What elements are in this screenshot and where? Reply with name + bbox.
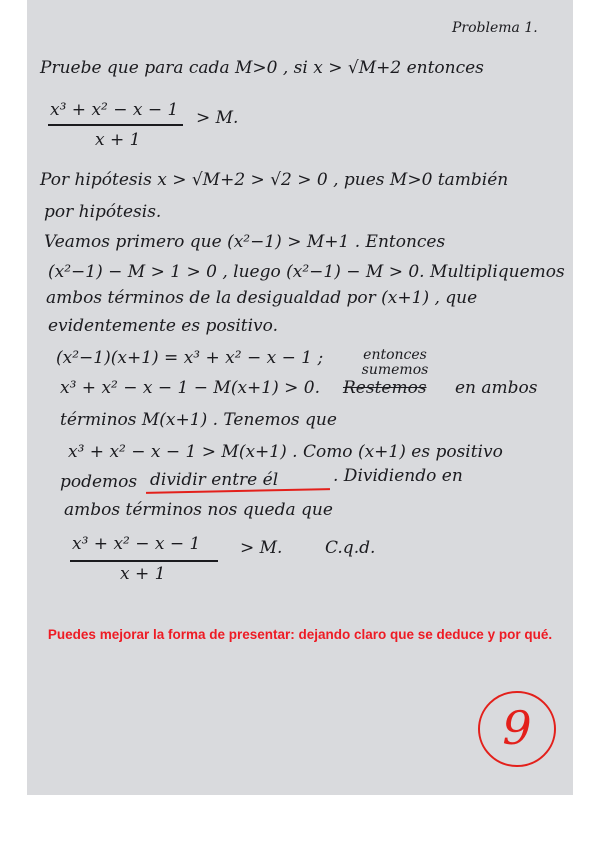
inserted-word: entonces sumemos xyxy=(361,347,429,378)
proof-line-12: ambos términos nos queda que xyxy=(64,500,333,520)
proof-line-1: Por hipótesis x > √M+2 > √2 > 0 , pues M>0 también xyxy=(40,170,509,190)
proof-line-8-tail: en ambos xyxy=(455,378,538,398)
proof-line-10: x³ + x² − x − 1 > M(x+1) . Como (x+1) es positivo xyxy=(68,442,503,462)
statement-fraction-bar xyxy=(48,124,183,126)
proof-line-8: x³ + x² − x − 1 − M(x+1) > 0. xyxy=(60,378,321,398)
statement-line: Pruebe que para cada M>0 , si x > √M+2 entonces xyxy=(40,58,484,78)
proof-line-7: (x²−1)(x+1) = x³ + x² − x − 1 ; xyxy=(56,348,324,368)
qed-mark: C.q.d. xyxy=(325,538,376,558)
grade-circle xyxy=(476,688,558,770)
proof-line-9: términos M(x+1) . Tenemos que xyxy=(60,410,337,430)
conclusion-fraction-numerator: x³ + x² − x − 1 xyxy=(72,534,201,554)
grade-value: 9 xyxy=(502,701,532,755)
proof-line-5: ambos términos de la desigualdad por (x+1) , que xyxy=(46,288,478,308)
proof-line-11-end: . Dividiendo en xyxy=(333,466,463,486)
problem-header: Problema 1. xyxy=(452,20,538,36)
proof-line-11-start: podemos xyxy=(60,472,138,492)
conclusion-fraction-bar xyxy=(70,560,218,562)
teacher-comment: Puedes mejorar la forma de presentar: dejando claro que se deduce y por qué. xyxy=(47,627,553,642)
conclusion-fraction-denominator: x + 1 xyxy=(120,564,166,584)
statement-fraction-denominator: x + 1 xyxy=(95,130,141,150)
proof-line-2: por hipótesis. xyxy=(44,202,162,222)
proof-line-4: (x²−1) − M > 1 > 0 , luego (x²−1) − M > 0. Multipliquemos xyxy=(48,262,565,282)
statement-fraction-numerator: x³ + x² − x − 1 xyxy=(50,100,179,120)
struck-word: Restemos xyxy=(343,378,427,398)
proof-line-6: evidentemente es positivo. xyxy=(48,316,278,336)
proof-line-3: Veamos primero que (x²−1) > M+1 . Entonces xyxy=(44,232,446,252)
conclusion-inequality: > M. xyxy=(240,538,283,558)
statement-inequality: > M. xyxy=(196,108,239,128)
underlined-phrase: dividir entre él xyxy=(150,470,279,490)
